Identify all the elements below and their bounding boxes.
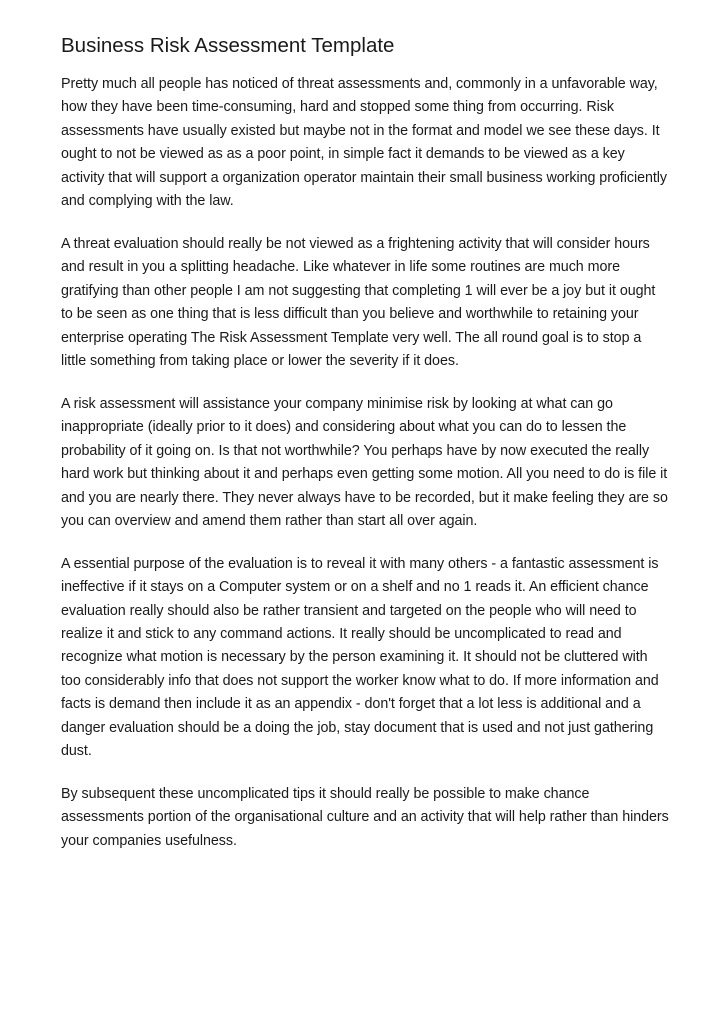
paragraph-3: A risk assessment will assistance your company minimise risk by looking at what can go inappropriate (ideally prior to it does) and considering about what you can do to lessen the probability of it going on. Is that not worthwhile? You perhaps have by now executed the really hard work but thinking about it and perhaps even getting some motion. All you need to do is file it and you are nearly there. They never always have to be recorded, but it make feeling they are so you can overview and amend them rather than start all over again.: [61, 395, 668, 529]
paragraph-1: Pretty much all people has noticed of threat assessments and, commonly in a unfavorable way, how they have been time-consuming, hard and stopped some thing from occurring. Risk assessments have usually existed but maybe not in the format and model we see these days. It ought to not be viewed as as a poor point, in simple fact it demands to be viewed as a key activity that will support a organization operator maintain their small business working proficiently and complying with the law.: [61, 76, 668, 210]
document-title: Business Risk Assessment Template: [61, 34, 395, 57]
paragraph-4: A essential purpose of the evaluation is to reveal it with many others - a fantastic assessment is ineffective if it stays on a Computer system or on a shelf and no 1 reads it. An efficient chance evaluation really should also be rather transient and targeted on the people who will need to realize it and stick to any command actions. It really should be uncomplicated to read and recognize what motion is necessary by the person examining it. It should not be cluttered with too considerably info that does not support the worker know what to do. If more information and facts is demand then include it as an appendix - don't forget that a lot less is additional and a danger evaluation should be a doing the job, stay document that is used and not just gathering dust.: [61, 555, 659, 760]
paragraph-2: A threat evaluation should really be not viewed as a frightening activity that will consider hours and result in you a splitting headache. Like whatever in life some routines are much more gratifying than other people I am not suggesting that completing 1 will ever be a joy but it ought to be seen as one thing that is less difficult than you believe and worthwhile to retaining your enterprise operating The Risk Assessment Template very well. The all round goal is to stop a little something from taking place or lower the severity if it does.: [61, 235, 656, 369]
paragraph-5: By subsequent these uncomplicated tips it should really be possible to make chance assessments portion of the organisational culture and an activity that will help rather than hinders your companies usefulness.: [61, 785, 669, 849]
